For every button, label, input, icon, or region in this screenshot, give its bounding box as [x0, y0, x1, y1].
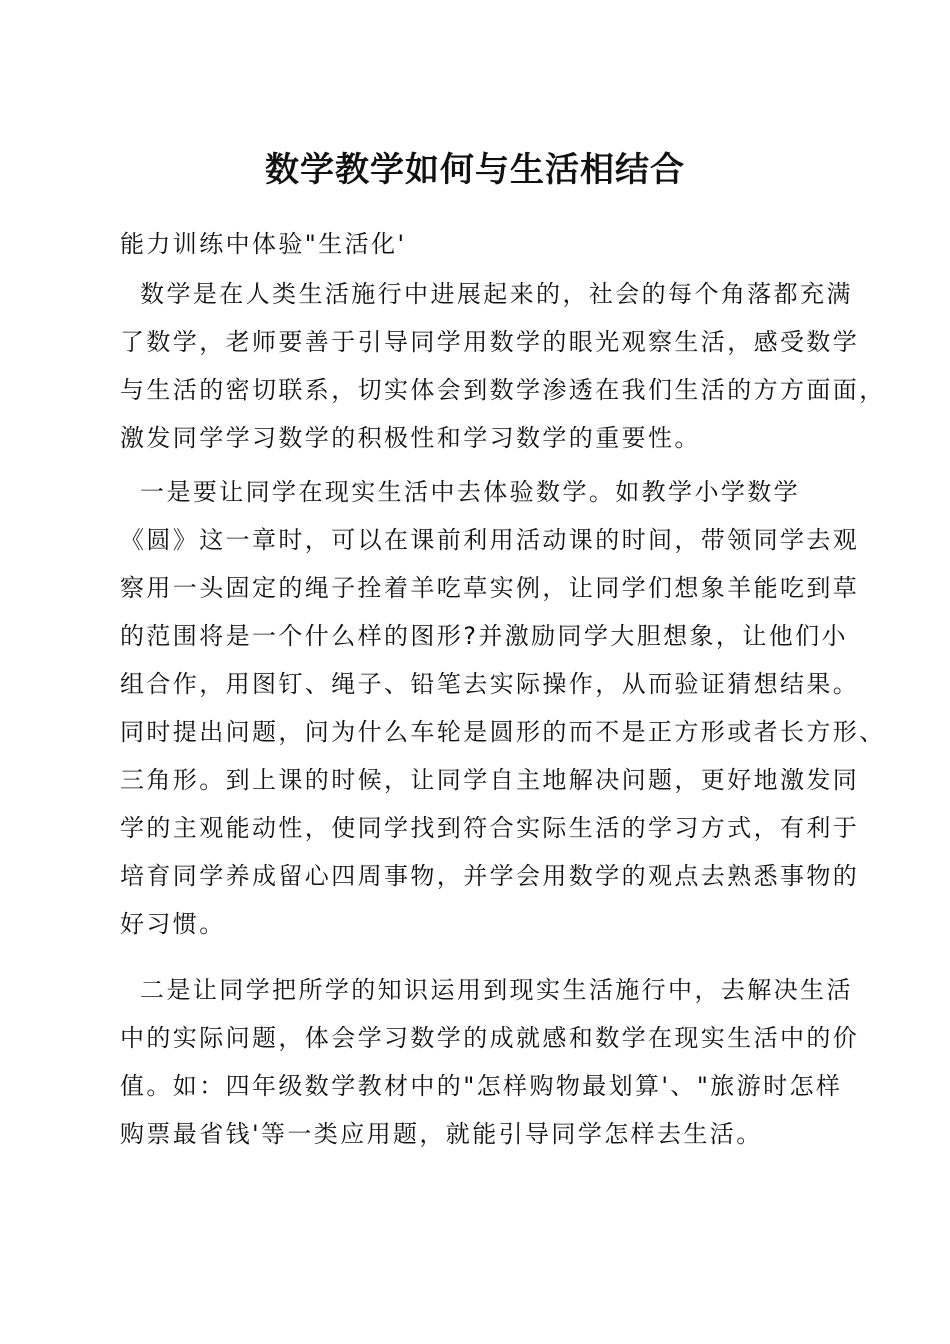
paragraph-line: 培育同学养成留心四周事物，并学会用数学的观点去熟悉事物的 — [120, 862, 860, 890]
paragraph-1 — [120, 270, 886, 462]
paragraph-line: 激发同学学习数学的积极性和学习数学的重要性。 — [120, 424, 701, 452]
paragraph-line: 值。如：四年级数学教材中的"怎样购物最划算'、"旅游时怎样 — [120, 1072, 843, 1100]
paragraph-3 — [120, 966, 860, 1158]
paragraph-line: 《圆》这一章时，可以在课前利用活动课的时间，带领同学去观 — [120, 526, 860, 554]
paragraph-line: 组合作，用图钉、绳子、铅笔去实际操作，从而验证猜想结果。 — [120, 670, 860, 698]
paragraph-line: 察用一头固定的绳子拴着羊吃草实例，让同学们想象羊能吃到草 — [120, 574, 860, 602]
paragraph-line: 与生活的密切联系，切实体会到数学渗透在我们生活的方方面面， — [120, 376, 886, 404]
paragraph-line: 好习惯。 — [120, 910, 226, 938]
paragraph-line: 二是让同学把所学的知识运用到现实生活施行中，去解决生活 — [120, 976, 853, 1004]
paragraph-line: 三角形。到上课的时候，让同学自主地解决问题，更好地激发同 — [120, 766, 860, 794]
document-title: 数学教学如何与生活相结合 — [265, 150, 685, 190]
paragraph-line: 一是要让同学在现实生活中去体验数学。如教学小学数学 — [120, 478, 801, 506]
paragraph-line: 购票最省钱'等一类应用题，就能引导同学怎样去生活。 — [120, 1120, 763, 1148]
paragraph-line: 同时提出问题，问为什么车轮是圆形的而不是正方形或者长方形、 — [120, 718, 886, 746]
paragraph-line: 的范围将是一个什么样的图形?并激励同学大胆想象，让他们小 — [120, 622, 848, 650]
paragraph-line: 学的主观能动性，使同学找到符合实际生活的学习方式，有利于 — [120, 814, 860, 842]
paragraph-line: 数学是在人类生活施行中进展起来的，社会的每个角落都充满 — [120, 280, 853, 308]
section-heading: 能力训练中体验"生活化' — [120, 230, 407, 258]
paragraph-line: 中的实际问题，体会学习数学的成就感和数学在现实生活中的价 — [120, 1024, 860, 1052]
paragraph-line: 了数学，老师要善于引导同学用数学的眼光观察生活，感受数学 — [120, 328, 860, 356]
paragraph-2 — [120, 468, 886, 948]
